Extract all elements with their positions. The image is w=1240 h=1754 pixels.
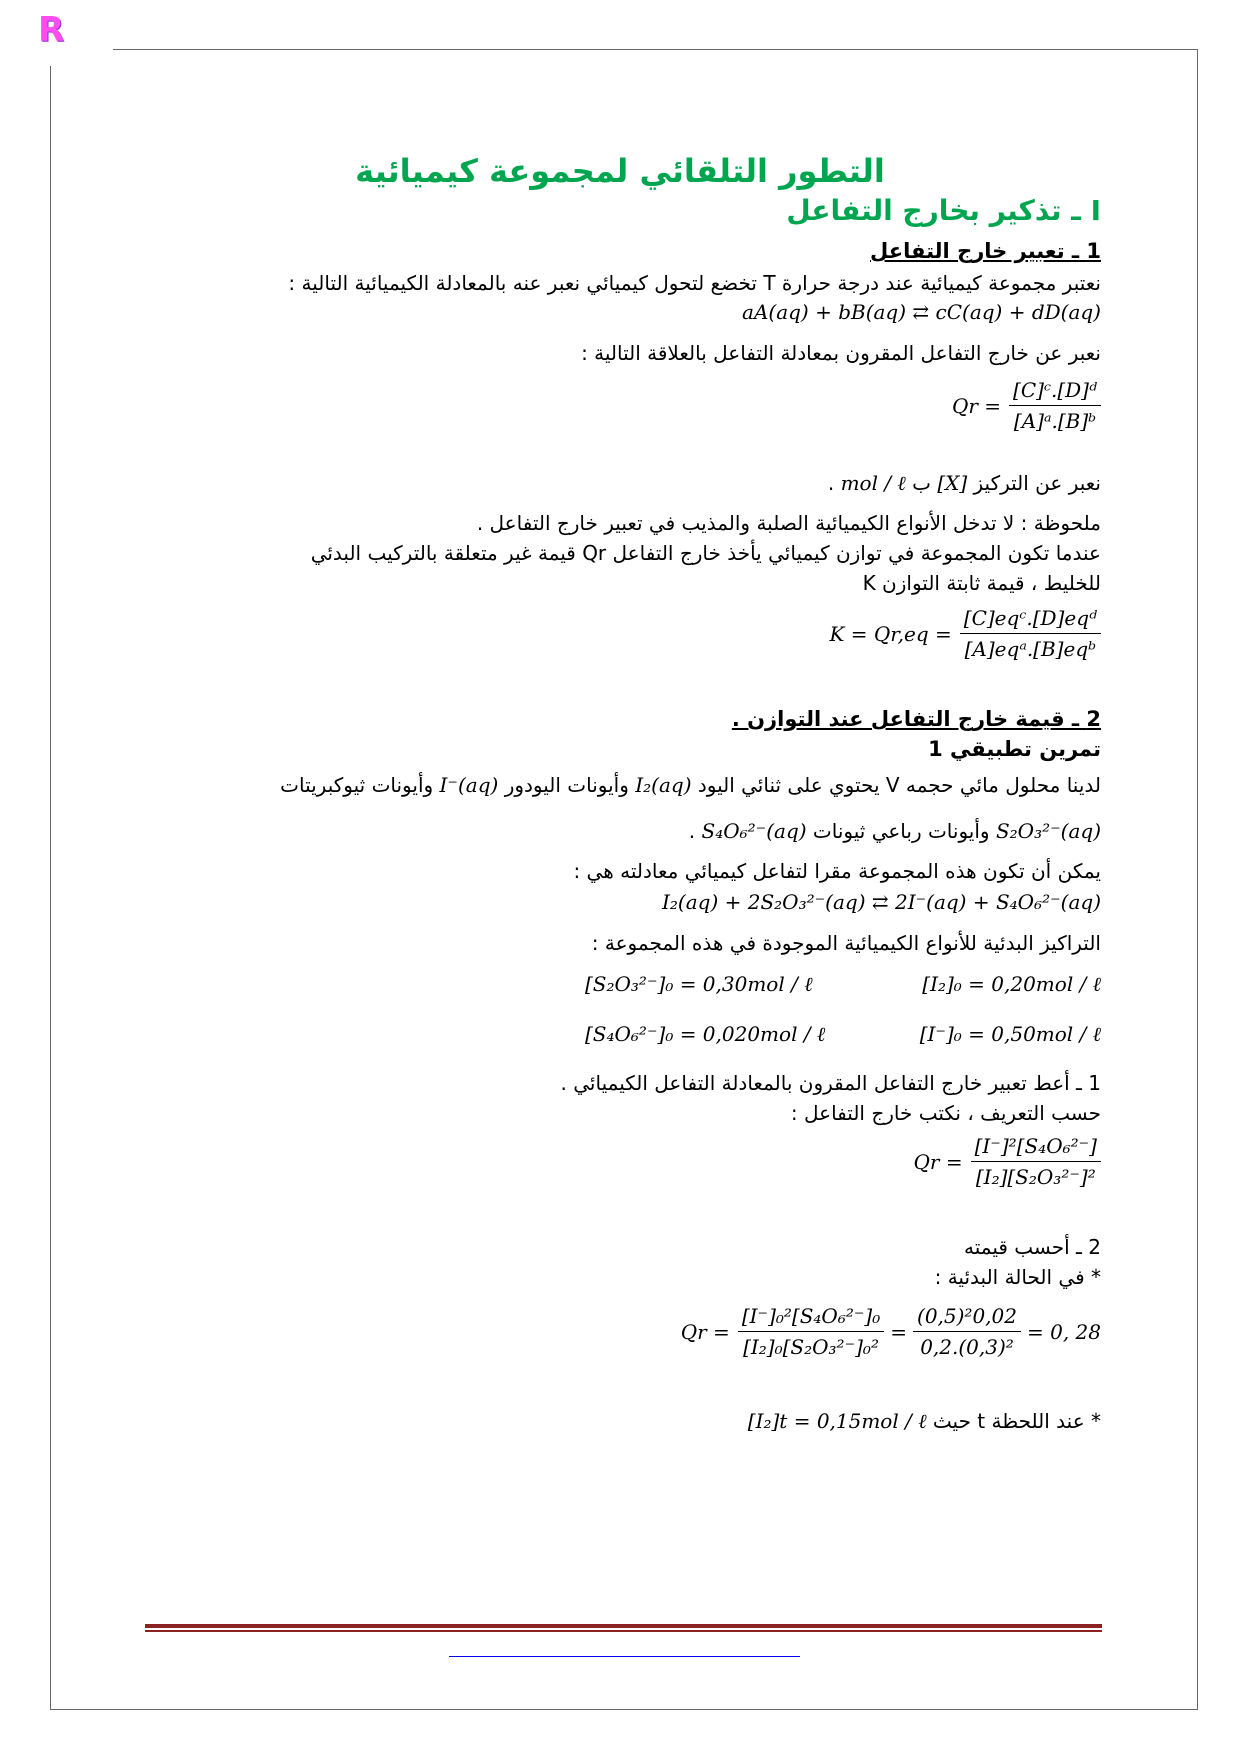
qr3-result: = 0, 28 [1026, 1319, 1101, 1344]
frame-bottom-border [50, 1709, 1198, 1710]
section-heading-1: I ـ تذكير بخارج التفاعل [786, 194, 1101, 227]
p6-text-a: لدينا محلول مائي حجمه V يحتوي على ثنائي اليود [697, 773, 1101, 797]
p6-text-c: وأيونات ثيوكبريتات [280, 773, 434, 797]
a3-math: [I₂]t = 0,15mol / ℓ [747, 1409, 927, 1433]
footer-rule-thin [145, 1630, 1102, 1632]
k-numerator: [C]eqᶜ.[D]eqᵈ [960, 606, 1101, 634]
paragraph-6 [280, 772, 1101, 798]
k-formula [829, 606, 1101, 661]
frame-right-border [1197, 49, 1198, 1710]
qr-formula [952, 378, 1101, 433]
p3-end: . [827, 471, 835, 495]
footer-link-underline[interactable] [449, 1656, 800, 1657]
qr3-label: Qr = [680, 1319, 730, 1344]
exercise-title: تمرين تطبيقي 1 [928, 737, 1101, 761]
footer-rule-thick [145, 1624, 1102, 1628]
paragraph-9: التراكيز البدئية للأنواع الكيميائية الموجودة في هذه المجموعة : [591, 931, 1101, 955]
frame-top-border [113, 49, 1198, 50]
answer-2: * في الحالة البدئية : [934, 1265, 1101, 1289]
note: ملحوظة : لا تدخل الأنواع الكيميائية الصلبة والمذيب في تعبير خارج التفاعل . [476, 511, 1101, 535]
conc-s2o3: [S₂O₃²⁻]₀ = 0,30mol / ℓ [585, 972, 813, 996]
qr2-numerator: [I⁻]²[S₄O₆²⁻] [971, 1134, 1101, 1162]
qr2-label: Qr = [913, 1149, 963, 1174]
a3-text: * عند اللحظة t حيث [932, 1409, 1101, 1433]
qr3-fraction-1 [738, 1304, 884, 1359]
k-label: K = Qr,eq = [829, 621, 952, 646]
paragraph-7 [689, 818, 1101, 844]
qr3-formula [681, 1304, 1101, 1359]
paragraph-2: نعبر عن خارج التفاعل المقرون بمعادلة التفاعل بالعلاقة التالية : [581, 341, 1101, 365]
k-denominator: [A]eqᵃ.[B]eqᵇ [964, 637, 1097, 661]
conc-iodide: [I⁻]₀ = 0,50mol / ℓ [919, 1022, 1101, 1046]
paragraph-5: للخليط ، قيمة ثابتة التوازن K [862, 571, 1101, 595]
qr-label: Qr = [951, 393, 1002, 418]
question-1: 1 ـ أعط تعبير خارج التفاعل المقرون بالمعادلة التفاعل الكيميائي . [560, 1071, 1101, 1095]
p7-end: . [688, 819, 696, 843]
equation-2: I₂(aq) + 2S₂O₃²⁻(aq) ⇄ 2I⁻(aq) + S₄O₆²⁻(aq) [662, 890, 1101, 914]
p3-unit: mol / ℓ [840, 471, 906, 495]
subheading-2: 2 ـ قيمة خارج التفاعل عند التوازن . [731, 707, 1101, 731]
qr3-equals: = [890, 1319, 908, 1344]
qr-fraction [1009, 378, 1101, 433]
paragraph-3 [828, 470, 1101, 496]
paragraph-1: نعتبر مجموعة كيميائية عند درجة حرارة T تخضع لتحول كيميائي نعبر عنه بالمعادلة الكيميائية التالية : [288, 271, 1101, 295]
qr3-numeric-numerator: (0,5)²0,02 [913, 1304, 1021, 1332]
qr-numerator: [C]ᶜ.[D]ᵈ [1009, 378, 1101, 406]
paragraph-8: يمكن أن تكون هذه المجموعة مقرا لتفاعل كيميائي معادلته هي : [573, 859, 1101, 883]
equation-1: aA(aq) + bB(aq) ⇄ cC(aq) + dD(aq) [742, 300, 1101, 324]
page-title: التطور التلقائي لمجموعة كيميائية [355, 152, 885, 190]
frame-left-border [50, 66, 51, 1710]
p3-x: [X] [937, 471, 968, 495]
p7-s4o6: S₄O₆²⁻(aq) [701, 819, 807, 843]
p6-i2: I₂(aq) [635, 773, 692, 797]
paragraph-4: عندما تكون المجموعة في توازن كيميائي يأخذ خارج التفاعل Qr قيمة غير متعلقة بالتركيب البدئي [310, 541, 1101, 565]
p7-text-a: وأيونات رباعي ثيونات [812, 819, 990, 843]
p7-s2o3: S₂O₃²⁻(aq) [995, 819, 1101, 843]
answer-3 [748, 1408, 1101, 1434]
qr3-denominator: [I₂]₀[S₂O₃²⁻]₀² [743, 1335, 879, 1359]
qr2-formula [914, 1134, 1101, 1189]
conc-i2: [I₂]₀ = 0,20mol / ℓ [922, 972, 1101, 996]
qr2-denominator: [I₂][S₂O₃²⁻]² [975, 1165, 1096, 1189]
logo: R [38, 10, 65, 50]
qr3-numerator: [I⁻]₀²[S₄O₆²⁻]₀ [738, 1304, 884, 1332]
qr3-numeric-denominator: 0,2.(0,3)² [920, 1335, 1014, 1359]
answer-1: حسب التعريف ، نكتب خارج التفاعل : [790, 1101, 1101, 1125]
conc-s4o6: [S₄O₆²⁻]₀ = 0,020mol / ℓ [585, 1022, 826, 1046]
question-2: 2 ـ أحسب قيمته [964, 1235, 1101, 1259]
k-fraction [960, 606, 1101, 661]
p3-text-a: نعبر عن التركيز [973, 471, 1101, 495]
qr-denominator: [A]ᵃ.[B]ᵇ [1013, 409, 1097, 433]
qr3-fraction-2 [913, 1304, 1021, 1359]
p3-text-b: ب [912, 471, 931, 495]
subheading-1: 1 ـ تعبير خارج التفاعل [870, 239, 1101, 263]
p6-iodide: I⁻(aq) [439, 773, 499, 797]
p6-text-b: وأيونات اليودور [504, 773, 629, 797]
qr2-fraction [971, 1134, 1101, 1189]
